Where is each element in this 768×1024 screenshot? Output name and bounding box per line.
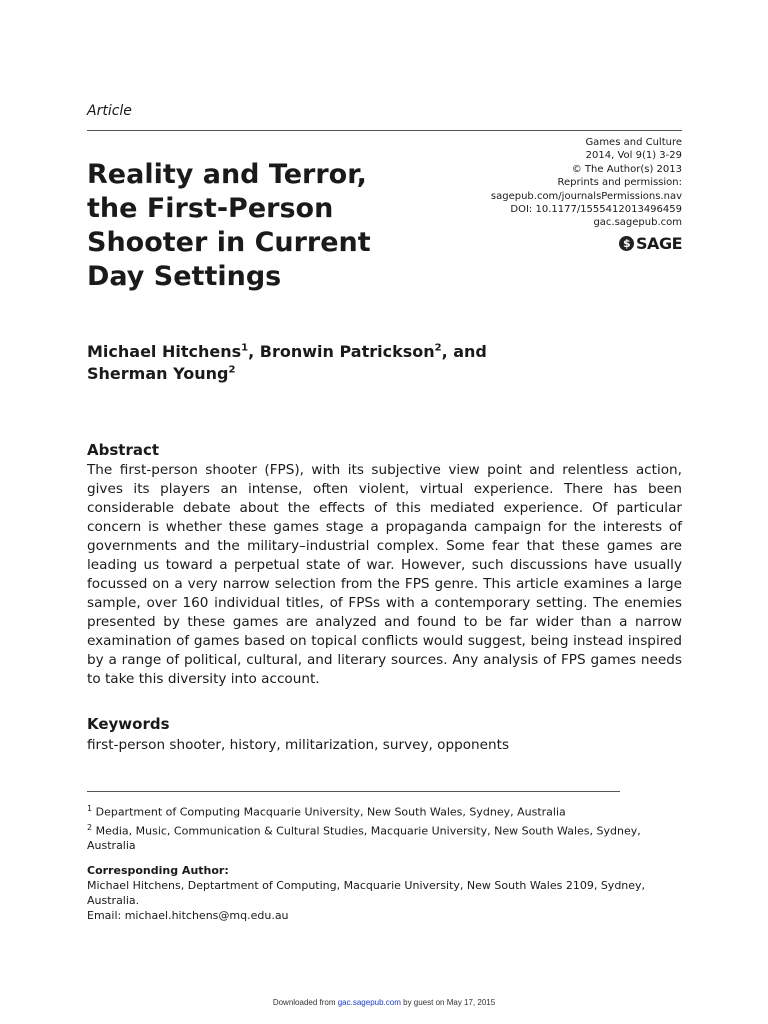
- sage-logo-text: SAGE: [636, 234, 682, 253]
- article-type-label: Article: [87, 103, 132, 119]
- sage-logo: [619, 234, 682, 253]
- affiliation-number: 2: [87, 822, 93, 832]
- affiliation-marker: 2: [228, 364, 236, 376]
- footnotes: [87, 801, 682, 923]
- affiliation-1: [87, 801, 682, 820]
- keywords-text: first-person shooter, history, militarization, survey, opponents: [87, 737, 510, 753]
- copyright-line: © The Author(s) 2013: [571, 163, 682, 175]
- download-notice: [0, 998, 768, 1007]
- download-suffix: by guest on May 17, 2015: [400, 998, 496, 1007]
- abstract-text: The first-person shooter (FPS), with its subjective view point and relentless action, gives its players an intense, often violent, virtual experience. There has been considerable debate about the effects of this mediated experience. Of particular concern is whether these games stage a propaganda campaign for the interests of governments and the military–industrial complex. Some fear that these games are leading us toward a perpetual state of war. However, such discussions have usually focussed on a very narrow selection from the FPS genre. This article examines a large sample, over 160 individual titles, of FPSs with a contemporary setting. The enemies presented by these games are analyzed and found to be far wider than a narrow examination of games based on topical conflicts would suggest, being instead inspired by a range of political, cultural, and literary sources. Any analysis of FPS games needs to take this diversity into account.: [87, 462, 682, 687]
- affiliation-marker: 2: [434, 342, 442, 354]
- journal-volume: 2014, Vol 9(1) 3-29: [585, 150, 682, 162]
- permissions-link[interactable]: sagepub.com/journalsPermissions.nav: [490, 190, 682, 202]
- author-separator: ,: [248, 342, 260, 361]
- author-name: Bronwin Patrickson: [259, 342, 435, 361]
- doi-line[interactable]: DOI: 10.1177/1555412013496459: [510, 204, 682, 216]
- download-prefix: Downloaded from: [272, 998, 338, 1007]
- affiliation-2: [87, 820, 682, 854]
- corresponding-author-heading: Corresponding Author:: [87, 864, 229, 878]
- author-name: Michael Hitchens: [87, 342, 242, 361]
- title-line: Reality and Terror,: [87, 159, 367, 190]
- article-title: [87, 158, 417, 294]
- author-name: Sherman Young: [87, 364, 229, 383]
- corresponding-author-email[interactable]: Email: michael.hitchens@mq.edu.au: [87, 909, 289, 923]
- journal-site-link[interactable]: gac.sagepub.com: [593, 217, 682, 229]
- sage-logo-icon: $: [619, 236, 634, 251]
- title-line: the First-Person: [87, 193, 334, 224]
- author-separator: , and: [441, 342, 487, 361]
- footnote-rule: [87, 791, 620, 792]
- corresponding-author-address: Michael Hitchens, Deptartment of Computing, Macquarie University, New South Wales 2109, Sydney, Australia.: [87, 879, 646, 908]
- journal-meta: [491, 136, 682, 230]
- author-list: [87, 341, 687, 385]
- title-line: Shooter in Current: [87, 227, 371, 258]
- header-rule: [87, 130, 682, 131]
- affiliation-text: Department of Computing Macquarie University, New South Wales, Sydney, Australia: [95, 805, 566, 819]
- keywords-heading: Keywords: [87, 715, 170, 733]
- abstract-heading: Abstract: [87, 441, 160, 459]
- title-line: Day Settings: [87, 261, 282, 292]
- affiliation-marker: 1: [241, 342, 249, 354]
- download-link[interactable]: gac.sagepub.com: [337, 998, 401, 1007]
- reprints-line: Reprints and permission:: [557, 177, 682, 189]
- affiliation-text: Media, Music, Communication & Cultural Studies, Macquarie University, New South Wales, Sydney, Australia: [87, 824, 641, 853]
- journal-name: Games and Culture: [585, 137, 682, 148]
- affiliation-number: 1: [87, 804, 93, 813]
